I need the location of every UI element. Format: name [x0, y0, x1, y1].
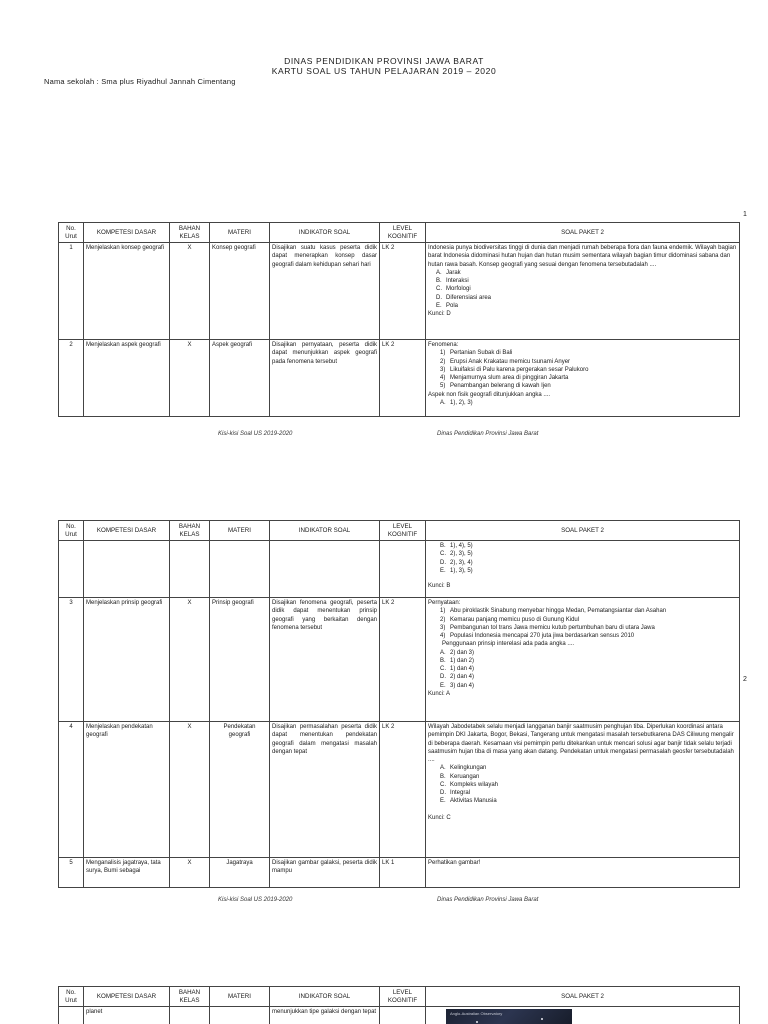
- option-d: D. 2) dan 4): [440, 674, 475, 681]
- header-title-line2: KARTU SOAL US TAHUN PELAJARAN 2019 – 2020: [271, 66, 497, 76]
- row-number: 2: [59, 340, 84, 417]
- col-indikator: INDIKATOR SOAL: [270, 987, 380, 1007]
- col-kelas: BAHAN KELAS: [170, 521, 210, 541]
- school-name: Nama sekolah : Sma plus Riyadhul Jannah Cimentang: [44, 77, 236, 86]
- indikator-cell: Disajikan suatu kasus peserta didik dapat menerapkan konsep dasar geografi dalam kehidupan sehari hari: [270, 243, 380, 340]
- question-intro: Pernyataan:: [428, 600, 461, 606]
- statement-item: 3) Likuifaksi di Palu karena pergerakan sesar Palukoro: [440, 366, 589, 373]
- col-kompetensi: KOMPETESI DASAR: [84, 521, 170, 541]
- soal-cell: [426, 541, 740, 598]
- footer-right: Dinas Pendidikan Provinsi Jawa Barat: [437, 897, 539, 903]
- table-row: [59, 598, 740, 722]
- soal-cell: [426, 1007, 740, 1024]
- footer-left: Kisi-kisi Soal US 2019-2020: [218, 431, 293, 437]
- indikator-cell: Disajikan pernyataan, peserta didik dapat menunjukkan aspek geografi pada fenomena tersebut: [270, 340, 380, 417]
- statement-item: 2) Erupsi Anak Krakatau memicu tsunami Anyer: [440, 358, 571, 365]
- statement-item: 1) Abu piroklastik Sinabung menyebar hingga Medan, Pematangsiantar dan Asahan: [440, 608, 667, 615]
- col-kompetensi: KOMPETESI DASAR: [84, 987, 170, 1007]
- col-indikator: INDIKATOR SOAL: [270, 223, 380, 243]
- option-e: E. Pola: [436, 302, 459, 309]
- materi-cell: Aspek geografi: [210, 340, 270, 417]
- indikator-cell: Disajikan fenomena geografi, peserta didik dapat menentukan prinsip geografi yang berkaitan dengan fenomena tersebut: [270, 598, 380, 722]
- col-materi: MATERI: [210, 521, 270, 541]
- materi-cell: Prinsip geografi: [210, 598, 270, 722]
- soal-cell: [426, 340, 740, 417]
- question-text: Penggunaan prinsip interelasi ada pada angka ....: [442, 641, 575, 648]
- page-number-1: 1: [743, 211, 747, 218]
- kompetensi-cell: Menjelaskan prinsip geografi: [84, 598, 170, 722]
- kelas-cell: X: [170, 598, 210, 722]
- col-no: No. Urut: [59, 223, 84, 243]
- col-kelas: BAHAN KELAS: [170, 987, 210, 1007]
- option-c: C. 2), 3), 5): [440, 551, 473, 558]
- kelas-cell: X: [170, 858, 210, 888]
- col-no: No. Urut: [59, 521, 84, 541]
- question-text: Wilayah Jabodetabek selalu menjadi langganan banjir saatmusim penghujan tiba. Diperlukan koordinasi antara pemimpin DKI Jakarta, Bogor, Bekasi, Tangerang untuk mengatasi masalah tersebutkarena DAS Ciliwung mengalir di beberapa daerah. Kesamaan visi pemimpin perlu ditekankan untuk mencari solusi agar banjir tidak selalu terjadi saatmusim hujan tiba di masa yang akan datang. Pendekatan untuk mengatasi permasalah geosfer tersebutadalah ....: [428, 724, 734, 764]
- soal-table-page-3: [58, 986, 740, 1024]
- header-title-line1: DINAS PENDIDIKAN PROVINSI JAWA BARAT: [284, 56, 484, 66]
- materi-cell: Jagatraya: [210, 858, 270, 888]
- level-cell: LK 2: [380, 243, 426, 340]
- level-cell: LK 1: [380, 858, 426, 888]
- option-c: C. 1) dan 4): [440, 666, 475, 673]
- galaxy-image: [446, 1009, 572, 1024]
- col-indikator: INDIKATOR SOAL: [270, 521, 380, 541]
- materi-cell: Konsep geografi: [210, 243, 270, 340]
- table-row: [59, 541, 740, 598]
- col-no: No. Urut: [59, 987, 84, 1007]
- option-a: A. Jarak: [436, 269, 461, 276]
- statement-item: 4) Menjamurnya slum area di pinggiran Jakarta: [440, 375, 569, 382]
- option-b: B. 1), 4), 5): [440, 543, 473, 549]
- footer-left: Kisi-kisi Soal US 2019-2020: [218, 897, 293, 903]
- soal-table-page-1: [58, 222, 740, 417]
- level-cell: LK 2: [380, 722, 426, 858]
- table-row: [59, 1007, 740, 1024]
- kompetensi-cell: Menjelaskan aspek geografi: [84, 340, 170, 417]
- col-kompetensi: KOMPETESI DASAR: [84, 223, 170, 243]
- option-e: E. Aktivitas Manusia: [440, 798, 497, 805]
- row-number: 3: [59, 598, 84, 722]
- option-d: D. Diferensiasi area: [436, 294, 492, 301]
- col-soal: SOAL PAKET 2: [426, 521, 740, 541]
- table-row: [59, 243, 740, 340]
- image-caption: Anglo-Australian Observatory: [450, 1011, 503, 1016]
- answer-key: Kunci: B: [428, 583, 451, 590]
- col-materi: MATERI: [210, 987, 270, 1007]
- answer-key: Kunci: D: [428, 311, 451, 318]
- footer-right: Dinas Pendidikan Provinsi Jawa Barat: [437, 431, 539, 437]
- question-text: Indonesia punya biodiversitas tinggi di dunia dan menjadi rumah beberapa flora dan fauna endemik. Wilayah bagian barat Indonesia didominasi hutan hujan dan hutan musim sementara wilayah bagian timur didominasi sabana dan hutan rawa basah. Konsep geografi yang sesuai dengan fenomena tersebutadalah ....: [428, 245, 737, 268]
- statement-item: 1) Pertanian Subak di Bali: [440, 350, 513, 357]
- soal-cell: [426, 243, 740, 340]
- option-b: B. Keruangan: [440, 773, 480, 780]
- answer-key: Kunci: C: [428, 814, 451, 821]
- row-number: 4: [59, 722, 84, 858]
- kompetensi-cell: Menganalisis jagatraya, tata surya, Bumi sebagai: [84, 858, 170, 888]
- question-text: Perhatikan gambar!: [426, 858, 740, 888]
- option-e: E. 3) dan 4): [440, 682, 475, 689]
- question-intro: Fenomena:: [428, 342, 459, 348]
- col-level: LEVEL KOGNITIF: [380, 223, 426, 243]
- statement-item: 5) Penambangan belerang di kawah Ijen: [440, 383, 551, 390]
- statement-item: 2) Kemarau panjang memicu puso di Gunung Kidul: [440, 616, 580, 623]
- indikator-cell: Disajikan gambar galaksi, peserta didik mampu: [270, 858, 380, 888]
- answer-key: Kunci: A: [428, 690, 451, 697]
- col-soal: SOAL PAKET 2: [426, 223, 740, 243]
- materi-cell: Pendekatan geografi: [210, 722, 270, 858]
- table-row: [59, 858, 740, 888]
- page-number-2: 2: [743, 676, 747, 683]
- option-b: B. Interaksi: [436, 278, 469, 285]
- row-number: 1: [59, 243, 84, 340]
- col-kelas: BAHAN KELAS: [170, 223, 210, 243]
- col-soal: SOAL PAKET 2: [426, 987, 740, 1007]
- option-d: D. 2), 3), 4): [440, 559, 473, 566]
- kompetensi-cell: Menjelaskan pendekatan geografi: [84, 722, 170, 858]
- col-materi: MATERI: [210, 223, 270, 243]
- statement-item: 3) Pembangunan tol trans Jawa memicu kutub pertumbuhan baru di utara Jawa: [440, 624, 655, 631]
- level-cell: LK 2: [380, 598, 426, 722]
- option-c: C. Kompleks wilayah: [440, 781, 499, 788]
- soal-cell: [426, 598, 740, 722]
- kompetensi-cell: planet: [84, 1007, 170, 1024]
- kompetensi-cell: Menjelaskan konsep geografi: [84, 243, 170, 340]
- level-cell: LK 2: [380, 340, 426, 417]
- option-a: A. 2) dan 3): [440, 649, 475, 656]
- indikator-cell: menunjukkan tipe galaksi dengan tepat: [270, 1007, 380, 1024]
- table-header-row: [59, 521, 740, 541]
- option-e: E. 1), 3), 5): [440, 567, 473, 574]
- soal-cell: [426, 722, 740, 858]
- question-text: Aspek non fisik geografi ditunjukkan angka ....: [428, 391, 551, 398]
- option-a: A. Kelingkungan: [440, 765, 487, 772]
- kelas-cell: X: [170, 243, 210, 340]
- col-level: LEVEL KOGNITIF: [380, 521, 426, 541]
- statement-item: 4) Populasi Indonesia mencapai 270 juta jiwa berdasarkan sensus 2010: [440, 633, 635, 640]
- col-level: LEVEL KOGNITIF: [380, 987, 426, 1007]
- kelas-cell: X: [170, 722, 210, 858]
- indikator-cell: Disajikan permasalahan peserta didik dapat menentukan pendekatan geografi dalam mengatasi masalah dengan tepat: [270, 722, 380, 858]
- kelas-cell: X: [170, 340, 210, 417]
- option-a: A. 1), 2), 3): [440, 399, 473, 406]
- table-header-row: [59, 223, 740, 243]
- table-row: [59, 722, 740, 858]
- row-number: 5: [59, 858, 84, 888]
- table-header-row: [59, 987, 740, 1007]
- option-c: C. Morfologi: [436, 286, 471, 293]
- soal-table-page-2: [58, 520, 740, 888]
- option-b: B. 1) dan 2): [440, 657, 475, 664]
- option-d: D. Integral: [440, 790, 471, 797]
- table-row: [59, 340, 740, 417]
